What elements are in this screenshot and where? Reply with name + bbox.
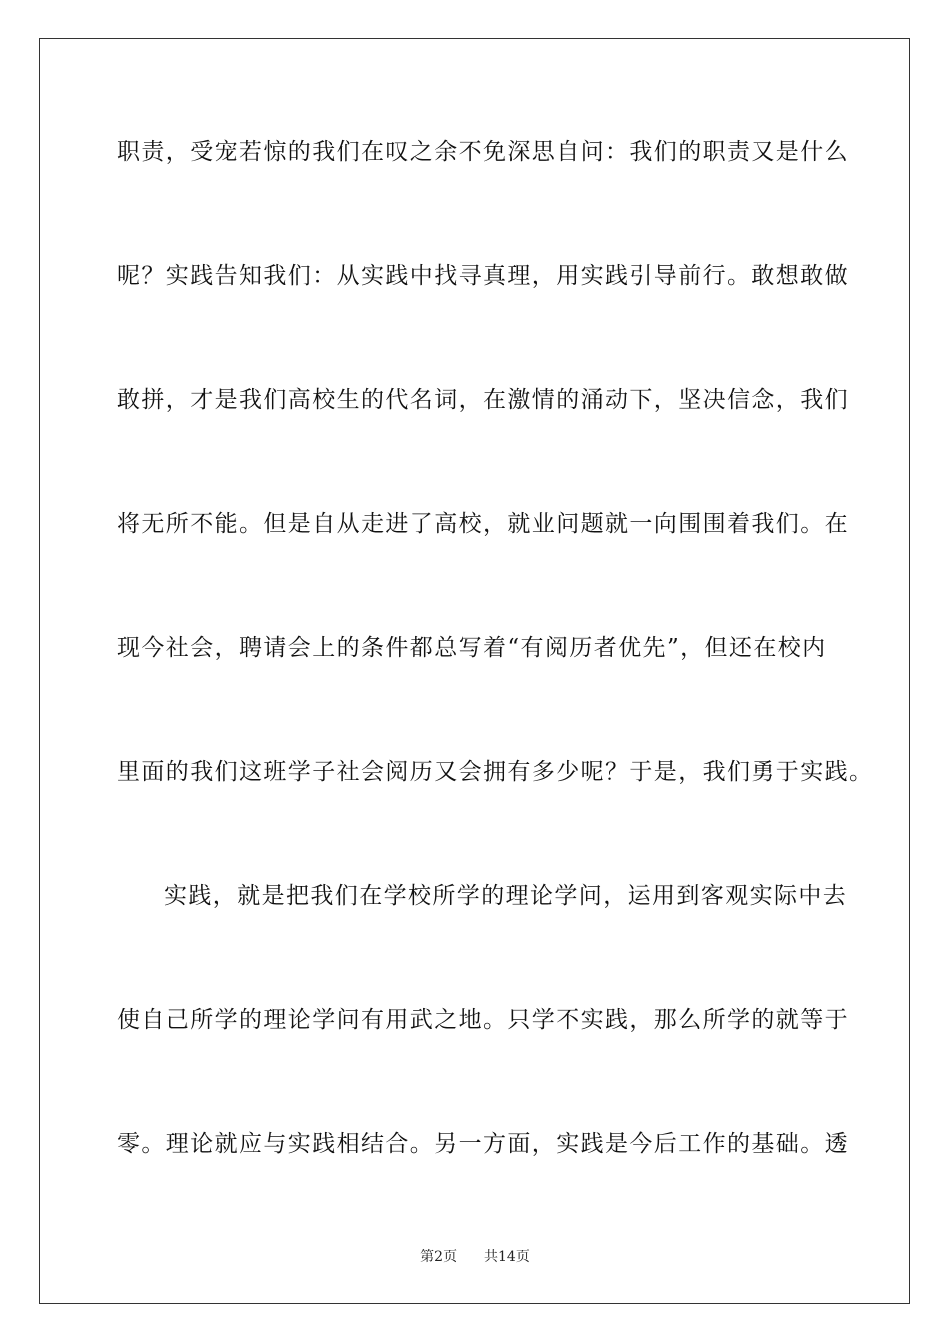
page-total: 共14页	[484, 1249, 530, 1265]
body-line-7: 实践，就是把我们在学校所学的理论学问，运用到客观实际中去	[164, 883, 848, 909]
body-line-4: 将无所不能。但是自从走进了高校，就业问题就一向围围着我们。在	[117, 511, 849, 537]
body-line-1: 职责，受宠若惊的我们在叹之余不免深思自问：我们的职责又是什么	[117, 139, 849, 165]
page-footer	[0, 1248, 950, 1266]
body-line-6: 里面的我们这班学子社会阅历又会拥有多少呢？于是，我们勇于实践。	[117, 759, 874, 785]
page-frame	[39, 38, 910, 1304]
page-number: 第2页	[420, 1249, 458, 1265]
body-line-5: 现今社会，聘请会上的条件都总写着“有阅历者优先”，但还在校内	[117, 635, 827, 661]
body-line-8: 使自己所学的理论学问有用武之地。只学不实践，那么所学的就等于	[117, 1007, 849, 1033]
body-line-9: 零。理论就应与实践相结合。另一方面，实践是今后工作的基础。透	[117, 1131, 849, 1157]
body-line-2: 呢？实践告知我们：从实践中找寻真理，用实践引导前行。敢想敢做	[117, 263, 849, 289]
body-line-3: 敢拼，才是我们高校生的代名词，在激情的涌动下，坚决信念，我们	[117, 387, 849, 413]
